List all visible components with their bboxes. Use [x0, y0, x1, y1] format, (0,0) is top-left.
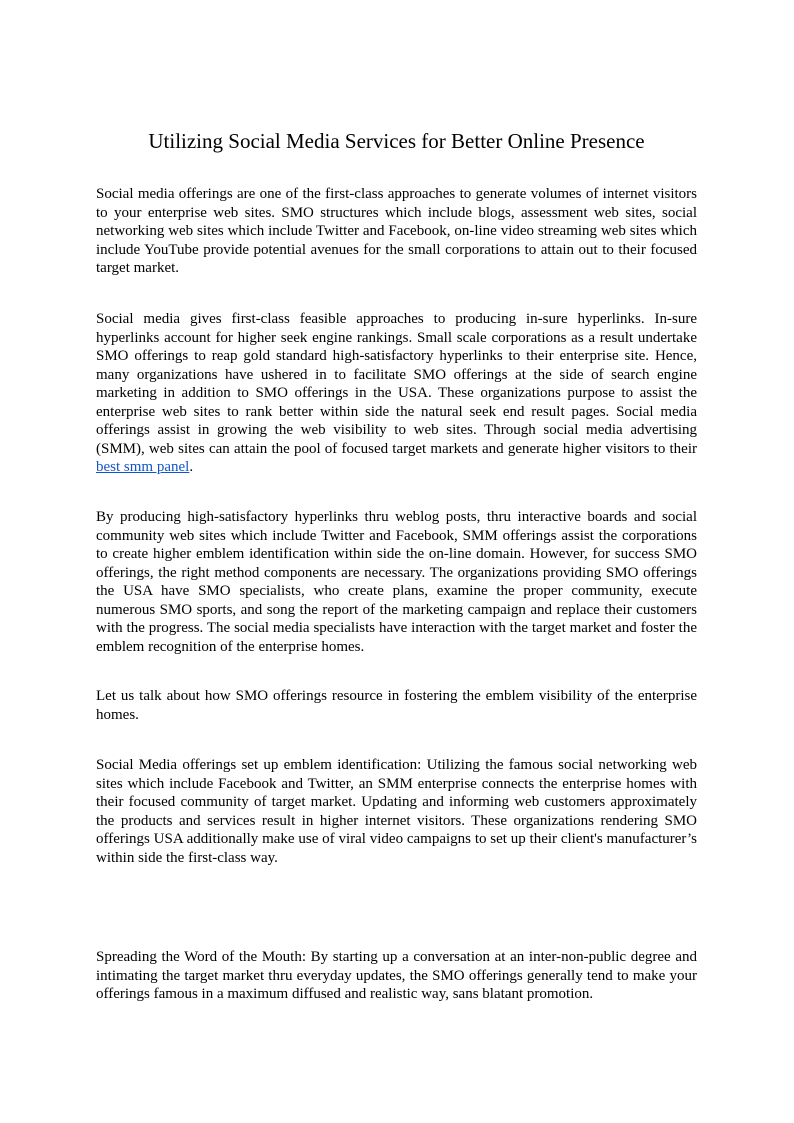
- paragraph-4: Let us talk about how SMO offerings resource in fostering the emblem visibility of the enterprise homes.: [96, 688, 697, 723]
- document-title: Utilizing Social Media Services for Better Online Presence: [148, 129, 645, 153]
- paragraph-2-text: Social media gives first-class feasible approaches to producing in-sure hyperlinks. In-sure hyperlinks account for higher seek engine rankings. Small scale corporations as a result undertake SMO offerings to reap gold standard high-satisfactory hyperlinks to their enterprise site. Hence, many organizations have ushered in to facilitate SMO offerings at the side of search engine marketing in addition to SMO offerings in the USA. These organizations purpose to assist the enterprise web sites to rank better within side the natural seek end result pages. Social media offerings assist in growing the web visibility to web sites. Through social media advertising (SMM), web sites can attain the pool of focused target markets and generate higher visitors to their: [96, 311, 697, 457]
- paragraph-3: By producing high-satisfactory hyperlinks thru weblog posts, thru interactive boards and social community web sites which include Twitter and Facebook, SMM offerings assist the corporations to create higher emblem identification within side the on-line domain. However, for success SMO offerings, the right method components are necessary. The organizations providing SMO offerings the USA have SMO specialists, who create plans, examine the proper community, execute numerous SMO sports, and song the report of the marketing campaign and replace their customers with the progress. The social media specialists have interaction with the target market and foster the emblem recognition of the enterprise homes.: [96, 509, 697, 655]
- paragraph-5: Social Media offerings set up emblem identification: Utilizing the famous social networking web sites which include Facebook and Twitter, an SMM enterprise connects the enterprise homes with their focused community of target market. Updating and informing web customers approximately the products and services result in higher internet visitors. These organizations rendering SMO offerings USA additionally make use of viral video campaigns to set up their client's manufacturer’s within side the first-class way.: [96, 757, 697, 866]
- paragraph-2-end: .: [189, 459, 194, 475]
- paragraph-1: Social media offerings are one of the first-class approaches to generate volumes of internet visitors to your enterprise web sites. SMO structures which include blogs, assessment web sites, social networking web sites which include Twitter and Facebook, on-line video streaming web sites which include YouTube provide potential avenues for the small corporations to attain out to their focused target market.: [96, 186, 697, 276]
- paragraph-6: Spreading the Word of the Mouth: By starting up a conversation at an inter-non-public degree and intimating the target market thru everyday updates, the SMO offerings generally tend to make your offerings famous in a maximum diffused and realistic way, sans blatant promotion.: [96, 949, 697, 1002]
- best-smm-panel-link[interactable]: best smm panel: [96, 459, 190, 475]
- paragraph-2: [96, 310, 697, 477]
